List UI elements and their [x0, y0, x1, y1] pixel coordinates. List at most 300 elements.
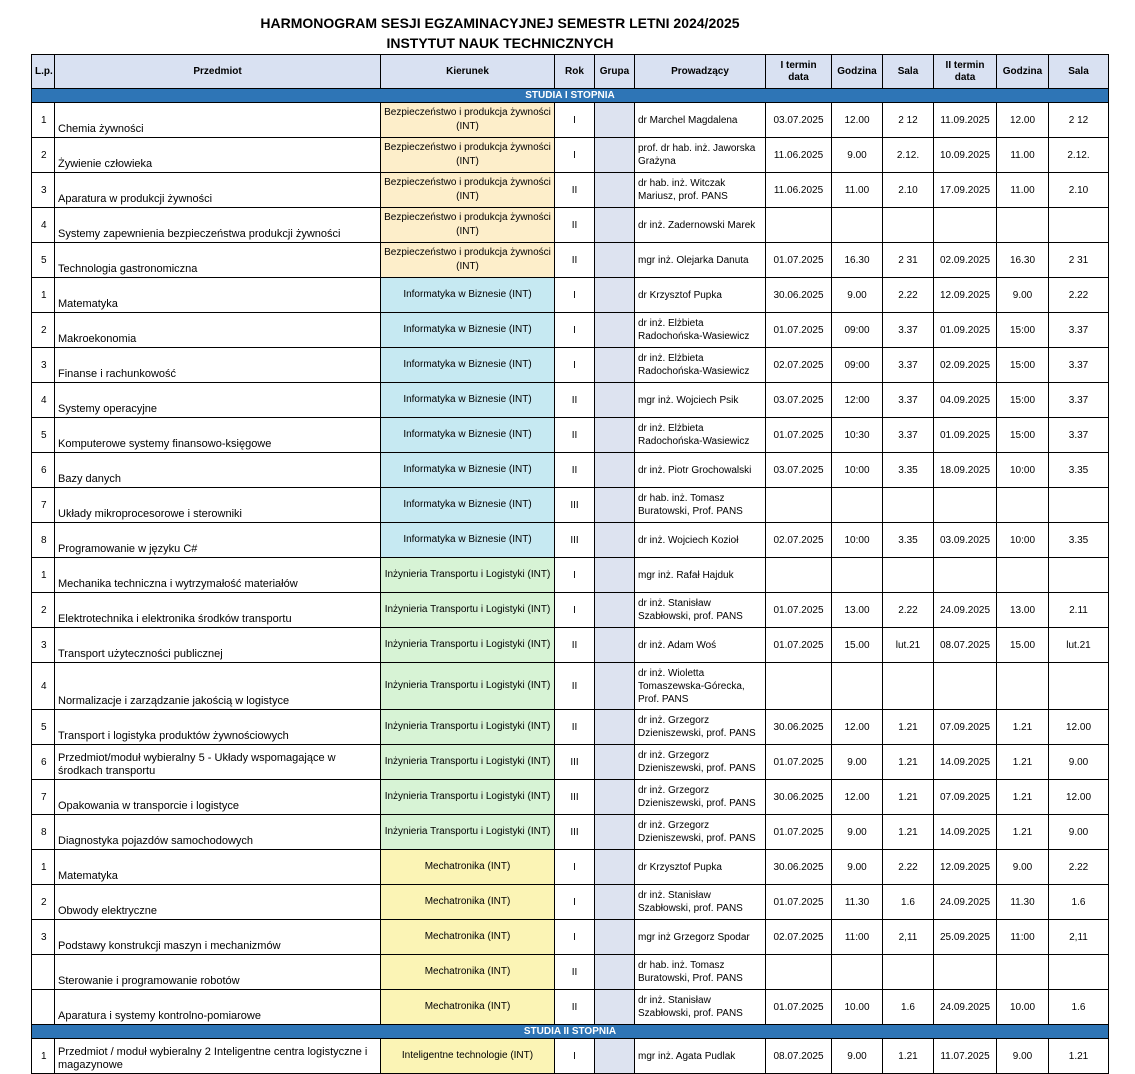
cell-przedmiot: Układy mikroprocesorowe i sterowniki [55, 488, 381, 523]
section-title: STUDIA I STOPNIA [32, 89, 1109, 103]
table-row [32, 628, 1109, 663]
cell-rok: I [555, 278, 595, 313]
cell-t2-godzina: 1.21 [997, 745, 1049, 780]
cell-prowadzacy: mgr inż. Wojciech Psik [635, 383, 766, 418]
cell-kierunek: Informatyka w Biznesie (INT) [381, 418, 555, 453]
cell-przedmiot: Obwody elektryczne [55, 885, 381, 920]
cell-t2-godzina: 9.00 [997, 278, 1049, 313]
cell-t2-godzina: 9.00 [997, 1039, 1049, 1074]
cell-rok: II [555, 243, 595, 278]
cell-grupa [595, 418, 635, 453]
table-body [32, 89, 1109, 1074]
cell-rok: I [555, 348, 595, 383]
cell-t2-data [934, 663, 997, 710]
cell-t2-data: 01.09.2025 [934, 313, 997, 348]
table-row [32, 138, 1109, 173]
cell-t1-godzina: 10:00 [832, 453, 883, 488]
cell-grupa [595, 313, 635, 348]
table-row [32, 103, 1109, 138]
cell-lp: 4 [32, 383, 55, 418]
cell-t1-sala: 2.10 [883, 173, 934, 208]
cell-grupa [595, 138, 635, 173]
cell-t1-godzina: 11.30 [832, 885, 883, 920]
cell-prowadzacy: mgr inż Grzegorz Spodar [635, 920, 766, 955]
cell-lp: 3 [32, 920, 55, 955]
cell-t2-sala [1049, 208, 1109, 243]
cell-t1-data: 01.07.2025 [766, 418, 832, 453]
cell-grupa [595, 815, 635, 850]
cell-lp: 1 [32, 103, 55, 138]
cell-przedmiot: Komputerowe systemy finansowo-księgowe [55, 418, 381, 453]
cell-prowadzacy: prof. dr hab. inż. Jaworska Grażyna [635, 138, 766, 173]
cell-prowadzacy: dr hab. inż. Witczak Mariusz, prof. PANS [635, 173, 766, 208]
cell-lp: 1 [32, 1039, 55, 1074]
cell-rok: II [555, 990, 595, 1025]
cell-t2-data: 04.09.2025 [934, 383, 997, 418]
cell-t2-sala: 3.37 [1049, 383, 1109, 418]
cell-t1-sala [883, 488, 934, 523]
cell-t2-sala: 3.37 [1049, 313, 1109, 348]
cell-prowadzacy: dr Marchel Magdalena [635, 103, 766, 138]
cell-t1-sala [883, 558, 934, 593]
cell-t2-data: 07.09.2025 [934, 710, 997, 745]
cell-kierunek: Inżynieria Transportu i Logistyki (INT) [381, 628, 555, 663]
cell-kierunek: Mechatronika (INT) [381, 920, 555, 955]
cell-prowadzacy: dr inż. Stanisław Szabłowski, prof. PANS [635, 593, 766, 628]
cell-lp: 3 [32, 628, 55, 663]
cell-rok: II [555, 383, 595, 418]
table-row [32, 348, 1109, 383]
cell-grupa [595, 745, 635, 780]
cell-t2-godzina: 15:00 [997, 418, 1049, 453]
cell-przedmiot: Normalizacje i zarządzanie jakością w logistyce [55, 663, 381, 710]
cell-prowadzacy: dr inż. Grzegorz Dzieniszewski, prof. PANS [635, 815, 766, 850]
cell-t1-data [766, 558, 832, 593]
cell-t2-sala: 1.21 [1049, 1039, 1109, 1074]
cell-kierunek: Informatyka w Biznesie (INT) [381, 278, 555, 313]
section-header-row [32, 1025, 1109, 1039]
cell-t2-godzina: 16.30 [997, 243, 1049, 278]
cell-t1-godzina: 9.00 [832, 745, 883, 780]
cell-t1-godzina: 11.00 [832, 173, 883, 208]
header-t1-sala: Sala [883, 55, 934, 89]
cell-t2-sala [1049, 663, 1109, 710]
cell-grupa [595, 103, 635, 138]
table-row [32, 955, 1109, 990]
cell-prowadzacy: dr inż. Wojciech Kozioł [635, 523, 766, 558]
cell-lp: 3 [32, 173, 55, 208]
cell-lp: 5 [32, 243, 55, 278]
cell-lp: 1 [32, 850, 55, 885]
cell-rok: II [555, 418, 595, 453]
exam-schedule-table [31, 54, 1109, 1074]
header-prowadzacy: Prowadzący [635, 55, 766, 89]
cell-t2-godzina: 11.00 [997, 138, 1049, 173]
cell-t1-sala: 3.37 [883, 313, 934, 348]
cell-grupa [595, 593, 635, 628]
cell-przedmiot: Matematyka [55, 278, 381, 313]
cell-t2-godzina [997, 208, 1049, 243]
cell-t1-godzina [832, 488, 883, 523]
cell-lp: 7 [32, 488, 55, 523]
cell-t1-sala: 3.37 [883, 418, 934, 453]
cell-rok: II [555, 663, 595, 710]
cell-t2-data: 02.09.2025 [934, 348, 997, 383]
cell-t1-data: 11.06.2025 [766, 138, 832, 173]
cell-prowadzacy: dr inż. Stanisław Szabłowski, prof. PANS [635, 885, 766, 920]
table-row [32, 780, 1109, 815]
cell-prowadzacy: mgr inż. Agata Pudlak [635, 1039, 766, 1074]
cell-lp: 2 [32, 138, 55, 173]
cell-t1-godzina: 12:00 [832, 383, 883, 418]
cell-kierunek: Mechatronika (INT) [381, 955, 555, 990]
cell-t1-data: 02.07.2025 [766, 523, 832, 558]
cell-t2-data: 14.09.2025 [934, 815, 997, 850]
cell-prowadzacy: dr inż. Wioletta Tomaszewska-Górecka, Prof. PANS [635, 663, 766, 710]
table-row [32, 453, 1109, 488]
cell-t2-sala: 3.37 [1049, 348, 1109, 383]
cell-t1-godzina: 12.00 [832, 780, 883, 815]
cell-t1-data: 01.07.2025 [766, 885, 832, 920]
cell-prowadzacy: mgr inż. Olejarka Danuta [635, 243, 766, 278]
cell-przedmiot: Programowanie w języku C# [55, 523, 381, 558]
header-t1-data: I termin data [766, 55, 832, 89]
cell-t1-data: 08.07.2025 [766, 1039, 832, 1074]
cell-lp: 7 [32, 780, 55, 815]
cell-przedmiot: Diagnostyka pojazdów samochodowych [55, 815, 381, 850]
cell-prowadzacy: dr hab. inż. Tomasz Buratowski, Prof. PANS [635, 955, 766, 990]
cell-t1-data: 03.07.2025 [766, 383, 832, 418]
header-grupa: Grupa [595, 55, 635, 89]
cell-t1-godzina: 11:00 [832, 920, 883, 955]
cell-przedmiot: Makroekonomia [55, 313, 381, 348]
cell-t2-sala: 2 31 [1049, 243, 1109, 278]
cell-t2-godzina: 10.00 [997, 990, 1049, 1025]
cell-kierunek: Bezpieczeństwo i produkcja żywności (INT) [381, 243, 555, 278]
cell-t1-godzina: 9.00 [832, 138, 883, 173]
cell-t1-godzina: 12.00 [832, 103, 883, 138]
cell-kierunek: Informatyka w Biznesie (INT) [381, 488, 555, 523]
cell-przedmiot: Finanse i rachunkowość [55, 348, 381, 383]
cell-grupa [595, 1039, 635, 1074]
table-row [32, 1039, 1109, 1074]
cell-prowadzacy: dr hab. inż. Tomasz Buratowski, Prof. PANS [635, 488, 766, 523]
table-row [32, 383, 1109, 418]
cell-kierunek: Bezpieczeństwo i produkcja żywności (INT) [381, 138, 555, 173]
cell-grupa [595, 663, 635, 710]
cell-t1-data: 01.07.2025 [766, 815, 832, 850]
cell-prowadzacy: dr inż. Grzegorz Dzieniszewski, prof. PANS [635, 745, 766, 780]
cell-t1-godzina: 10:00 [832, 523, 883, 558]
cell-prowadzacy: dr inż. Grzegorz Dzieniszewski, prof. PANS [635, 780, 766, 815]
cell-t1-data: 01.07.2025 [766, 745, 832, 780]
cell-prowadzacy: dr inż. Elżbieta Radochońska-Wasiewicz [635, 418, 766, 453]
cell-kierunek: Mechatronika (INT) [381, 885, 555, 920]
cell-t2-godzina [997, 558, 1049, 593]
cell-rok: II [555, 955, 595, 990]
cell-prowadzacy: dr Krzysztof Pupka [635, 278, 766, 313]
cell-t1-sala [883, 663, 934, 710]
cell-rok: III [555, 780, 595, 815]
cell-prowadzacy: dr inż. Elżbieta Radochońska-Wasiewicz [635, 313, 766, 348]
cell-rok: I [555, 885, 595, 920]
cell-kierunek: Inżynieria Transportu i Logistyki (INT) [381, 745, 555, 780]
cell-lp: 1 [32, 558, 55, 593]
cell-kierunek: Inżynieria Transportu i Logistyki (INT) [381, 815, 555, 850]
cell-t2-sala: 2 12 [1049, 103, 1109, 138]
cell-rok: I [555, 138, 595, 173]
cell-lp: 2 [32, 313, 55, 348]
cell-t1-data: 03.07.2025 [766, 103, 832, 138]
cell-t1-data [766, 955, 832, 990]
section-header-row [32, 89, 1109, 103]
cell-t2-sala: 2.12. [1049, 138, 1109, 173]
cell-t2-data: 14.09.2025 [934, 745, 997, 780]
cell-t2-godzina: 15:00 [997, 348, 1049, 383]
cell-przedmiot: Technologia gastronomiczna [55, 243, 381, 278]
cell-t2-data: 10.09.2025 [934, 138, 997, 173]
cell-t2-godzina: 10:00 [997, 523, 1049, 558]
cell-t1-sala: 2.22 [883, 278, 934, 313]
cell-t1-sala: 1.21 [883, 710, 934, 745]
table-row [32, 243, 1109, 278]
cell-t1-sala: lut.21 [883, 628, 934, 663]
cell-t2-data: 02.09.2025 [934, 243, 997, 278]
cell-grupa [595, 990, 635, 1025]
cell-kierunek: Bezpieczeństwo i produkcja żywności (INT) [381, 103, 555, 138]
cell-grupa [595, 780, 635, 815]
cell-t1-sala: 2 12 [883, 103, 934, 138]
cell-rok: I [555, 313, 595, 348]
cell-przedmiot: Opakowania w transporcie i logistyce [55, 780, 381, 815]
cell-przedmiot: Chemia żywności [55, 103, 381, 138]
cell-t2-godzina [997, 488, 1049, 523]
cell-przedmiot: Przedmiot/moduł wybieralny 5 - Układy wspomagające w środkach transportu [55, 745, 381, 780]
cell-t2-godzina: 13.00 [997, 593, 1049, 628]
cell-t1-data: 30.06.2025 [766, 850, 832, 885]
section-title: STUDIA II STOPNIA [32, 1025, 1109, 1039]
cell-prowadzacy: dr inż. Stanisław Szabłowski, prof. PANS [635, 990, 766, 1025]
cell-t2-data: 11.09.2025 [934, 103, 997, 138]
header-t1-godzina: Godzina [832, 55, 883, 89]
table-row [32, 313, 1109, 348]
cell-t2-godzina: 9.00 [997, 850, 1049, 885]
cell-prowadzacy: mgr inż. Rafał Hajduk [635, 558, 766, 593]
cell-t1-godzina: 9.00 [832, 815, 883, 850]
cell-t1-godzina: 9.00 [832, 278, 883, 313]
cell-przedmiot: Transport i logistyka produktów żywnościowych [55, 710, 381, 745]
cell-t1-godzina [832, 208, 883, 243]
cell-prowadzacy: dr inż. Adam Woś [635, 628, 766, 663]
cell-kierunek: Informatyka w Biznesie (INT) [381, 523, 555, 558]
cell-t2-sala: 2.10 [1049, 173, 1109, 208]
header-rok: Rok [555, 55, 595, 89]
cell-t1-data [766, 488, 832, 523]
table-row [32, 558, 1109, 593]
cell-t2-godzina: 11.00 [997, 173, 1049, 208]
cell-t2-data: 12.09.2025 [934, 850, 997, 885]
cell-t2-data: 11.07.2025 [934, 1039, 997, 1074]
cell-lp: 4 [32, 663, 55, 710]
cell-rok: III [555, 523, 595, 558]
cell-rok: I [555, 593, 595, 628]
cell-t2-data: 18.09.2025 [934, 453, 997, 488]
cell-rok: II [555, 628, 595, 663]
cell-t2-data: 03.09.2025 [934, 523, 997, 558]
cell-kierunek: Mechatronika (INT) [381, 990, 555, 1025]
table-row [32, 593, 1109, 628]
cell-t2-data: 08.07.2025 [934, 628, 997, 663]
cell-t2-sala: 9.00 [1049, 815, 1109, 850]
cell-t1-sala: 3.35 [883, 453, 934, 488]
cell-t2-godzina: 11:00 [997, 920, 1049, 955]
cell-t1-data: 30.06.2025 [766, 278, 832, 313]
cell-grupa [595, 920, 635, 955]
cell-kierunek: Inżynieria Transportu i Logistyki (INT) [381, 663, 555, 710]
cell-lp: 8 [32, 523, 55, 558]
cell-przedmiot: Elektrotechnika i elektronika środków transportu [55, 593, 381, 628]
cell-lp: 5 [32, 418, 55, 453]
cell-t2-data: 01.09.2025 [934, 418, 997, 453]
cell-t2-sala: lut.21 [1049, 628, 1109, 663]
cell-kierunek: Mechatronika (INT) [381, 850, 555, 885]
cell-kierunek: Inżynieria Transportu i Logistyki (INT) [381, 710, 555, 745]
table-row [32, 488, 1109, 523]
cell-t2-sala: 12.00 [1049, 780, 1109, 815]
cell-t2-data [934, 488, 997, 523]
cell-t1-godzina: 9.00 [832, 1039, 883, 1074]
cell-prowadzacy: dr inż. Elżbieta Radochońska-Wasiewicz [635, 348, 766, 383]
cell-lp: 1 [32, 278, 55, 313]
cell-rok: III [555, 815, 595, 850]
cell-rok: I [555, 103, 595, 138]
cell-t2-sala: 9.00 [1049, 745, 1109, 780]
cell-t2-sala: 3.37 [1049, 418, 1109, 453]
cell-lp: 2 [32, 885, 55, 920]
cell-t2-sala [1049, 488, 1109, 523]
cell-t2-sala: 1.6 [1049, 990, 1109, 1025]
cell-t1-sala: 2.12. [883, 138, 934, 173]
cell-kierunek: Inżynieria Transportu i Logistyki (INT) [381, 593, 555, 628]
cell-t2-data: 12.09.2025 [934, 278, 997, 313]
cell-t1-godzina: 10.00 [832, 990, 883, 1025]
cell-t1-data: 01.07.2025 [766, 313, 832, 348]
table-row [32, 710, 1109, 745]
cell-t1-sala: 1.6 [883, 990, 934, 1025]
cell-t2-godzina: 1.21 [997, 815, 1049, 850]
cell-t1-godzina [832, 955, 883, 990]
cell-t2-data [934, 955, 997, 990]
header-row [32, 55, 1109, 89]
cell-t1-data: 30.06.2025 [766, 710, 832, 745]
cell-t1-sala [883, 955, 934, 990]
cell-lp: 3 [32, 348, 55, 383]
cell-t1-godzina: 09:00 [832, 348, 883, 383]
table-row [32, 885, 1109, 920]
cell-t2-data: 24.09.2025 [934, 885, 997, 920]
document-title: HARMONOGRAM SESJI EGZAMINACYJNEJ SEMESTR LETNI 2024/2025 [260, 15, 740, 31]
cell-kierunek: Inżynieria Transportu i Logistyki (INT) [381, 780, 555, 815]
cell-grupa [595, 453, 635, 488]
table-row [32, 850, 1109, 885]
cell-lp: 6 [32, 745, 55, 780]
cell-t2-data: 07.09.2025 [934, 780, 997, 815]
cell-przedmiot: Sterowanie i programowanie robotów [55, 955, 381, 990]
cell-t2-data: 24.09.2025 [934, 990, 997, 1025]
cell-t1-sala: 1.6 [883, 885, 934, 920]
table-row [32, 523, 1109, 558]
cell-kierunek: Inteligentne technologie (INT) [381, 1039, 555, 1074]
cell-t1-data: 30.06.2025 [766, 780, 832, 815]
cell-rok: I [555, 1039, 595, 1074]
cell-t1-sala: 3.37 [883, 383, 934, 418]
cell-t2-godzina: 1.21 [997, 710, 1049, 745]
cell-rok: III [555, 745, 595, 780]
cell-t1-godzina: 10:30 [832, 418, 883, 453]
cell-t1-sala: 2.22 [883, 593, 934, 628]
header-t2-data: II termin data [934, 55, 997, 89]
cell-t1-sala: 1.21 [883, 1039, 934, 1074]
cell-rok: II [555, 208, 595, 243]
cell-prowadzacy: dr Krzysztof Pupka [635, 850, 766, 885]
cell-przedmiot: Systemy zapewnienia bezpieczeństwa produkcji żywności [55, 208, 381, 243]
cell-t1-godzina [832, 663, 883, 710]
cell-t2-sala [1049, 558, 1109, 593]
cell-t2-data: 25.09.2025 [934, 920, 997, 955]
cell-lp: 2 [32, 593, 55, 628]
cell-kierunek: Informatyka w Biznesie (INT) [381, 453, 555, 488]
cell-kierunek: Bezpieczeństwo i produkcja żywności (INT) [381, 208, 555, 243]
cell-grupa [595, 488, 635, 523]
cell-prowadzacy: dr inż. Zadernowski Marek [635, 208, 766, 243]
cell-grupa [595, 523, 635, 558]
cell-t2-data: 24.09.2025 [934, 593, 997, 628]
table-row [32, 990, 1109, 1025]
cell-t2-godzina: 15:00 [997, 313, 1049, 348]
cell-grupa [595, 628, 635, 663]
cell-grupa [595, 885, 635, 920]
cell-t2-sala: 3.35 [1049, 523, 1109, 558]
cell-rok: I [555, 920, 595, 955]
cell-przedmiot: Aparatura w produkcji żywności [55, 173, 381, 208]
cell-grupa [595, 850, 635, 885]
table-row [32, 663, 1109, 710]
cell-t1-sala: 2.22 [883, 850, 934, 885]
cell-grupa [595, 173, 635, 208]
table-row [32, 920, 1109, 955]
cell-grupa [595, 348, 635, 383]
table-row [32, 745, 1109, 780]
cell-t1-sala: 2 31 [883, 243, 934, 278]
cell-t2-godzina: 10:00 [997, 453, 1049, 488]
cell-przedmiot: Systemy operacyjne [55, 383, 381, 418]
cell-t2-data [934, 558, 997, 593]
cell-t2-godzina: 12.00 [997, 103, 1049, 138]
header-przedmiot: Przedmiot [55, 55, 381, 89]
cell-t1-godzina: 15.00 [832, 628, 883, 663]
cell-rok: I [555, 850, 595, 885]
cell-t1-sala: 2,11 [883, 920, 934, 955]
cell-grupa [595, 243, 635, 278]
cell-t1-data: 02.07.2025 [766, 348, 832, 383]
cell-t1-godzina: 9.00 [832, 850, 883, 885]
cell-t1-sala: 1.21 [883, 780, 934, 815]
cell-t1-godzina: 16.30 [832, 243, 883, 278]
cell-t2-data: 17.09.2025 [934, 173, 997, 208]
cell-lp [32, 955, 55, 990]
cell-t1-data: 11.06.2025 [766, 173, 832, 208]
cell-kierunek: Bezpieczeństwo i produkcja żywności (INT) [381, 173, 555, 208]
